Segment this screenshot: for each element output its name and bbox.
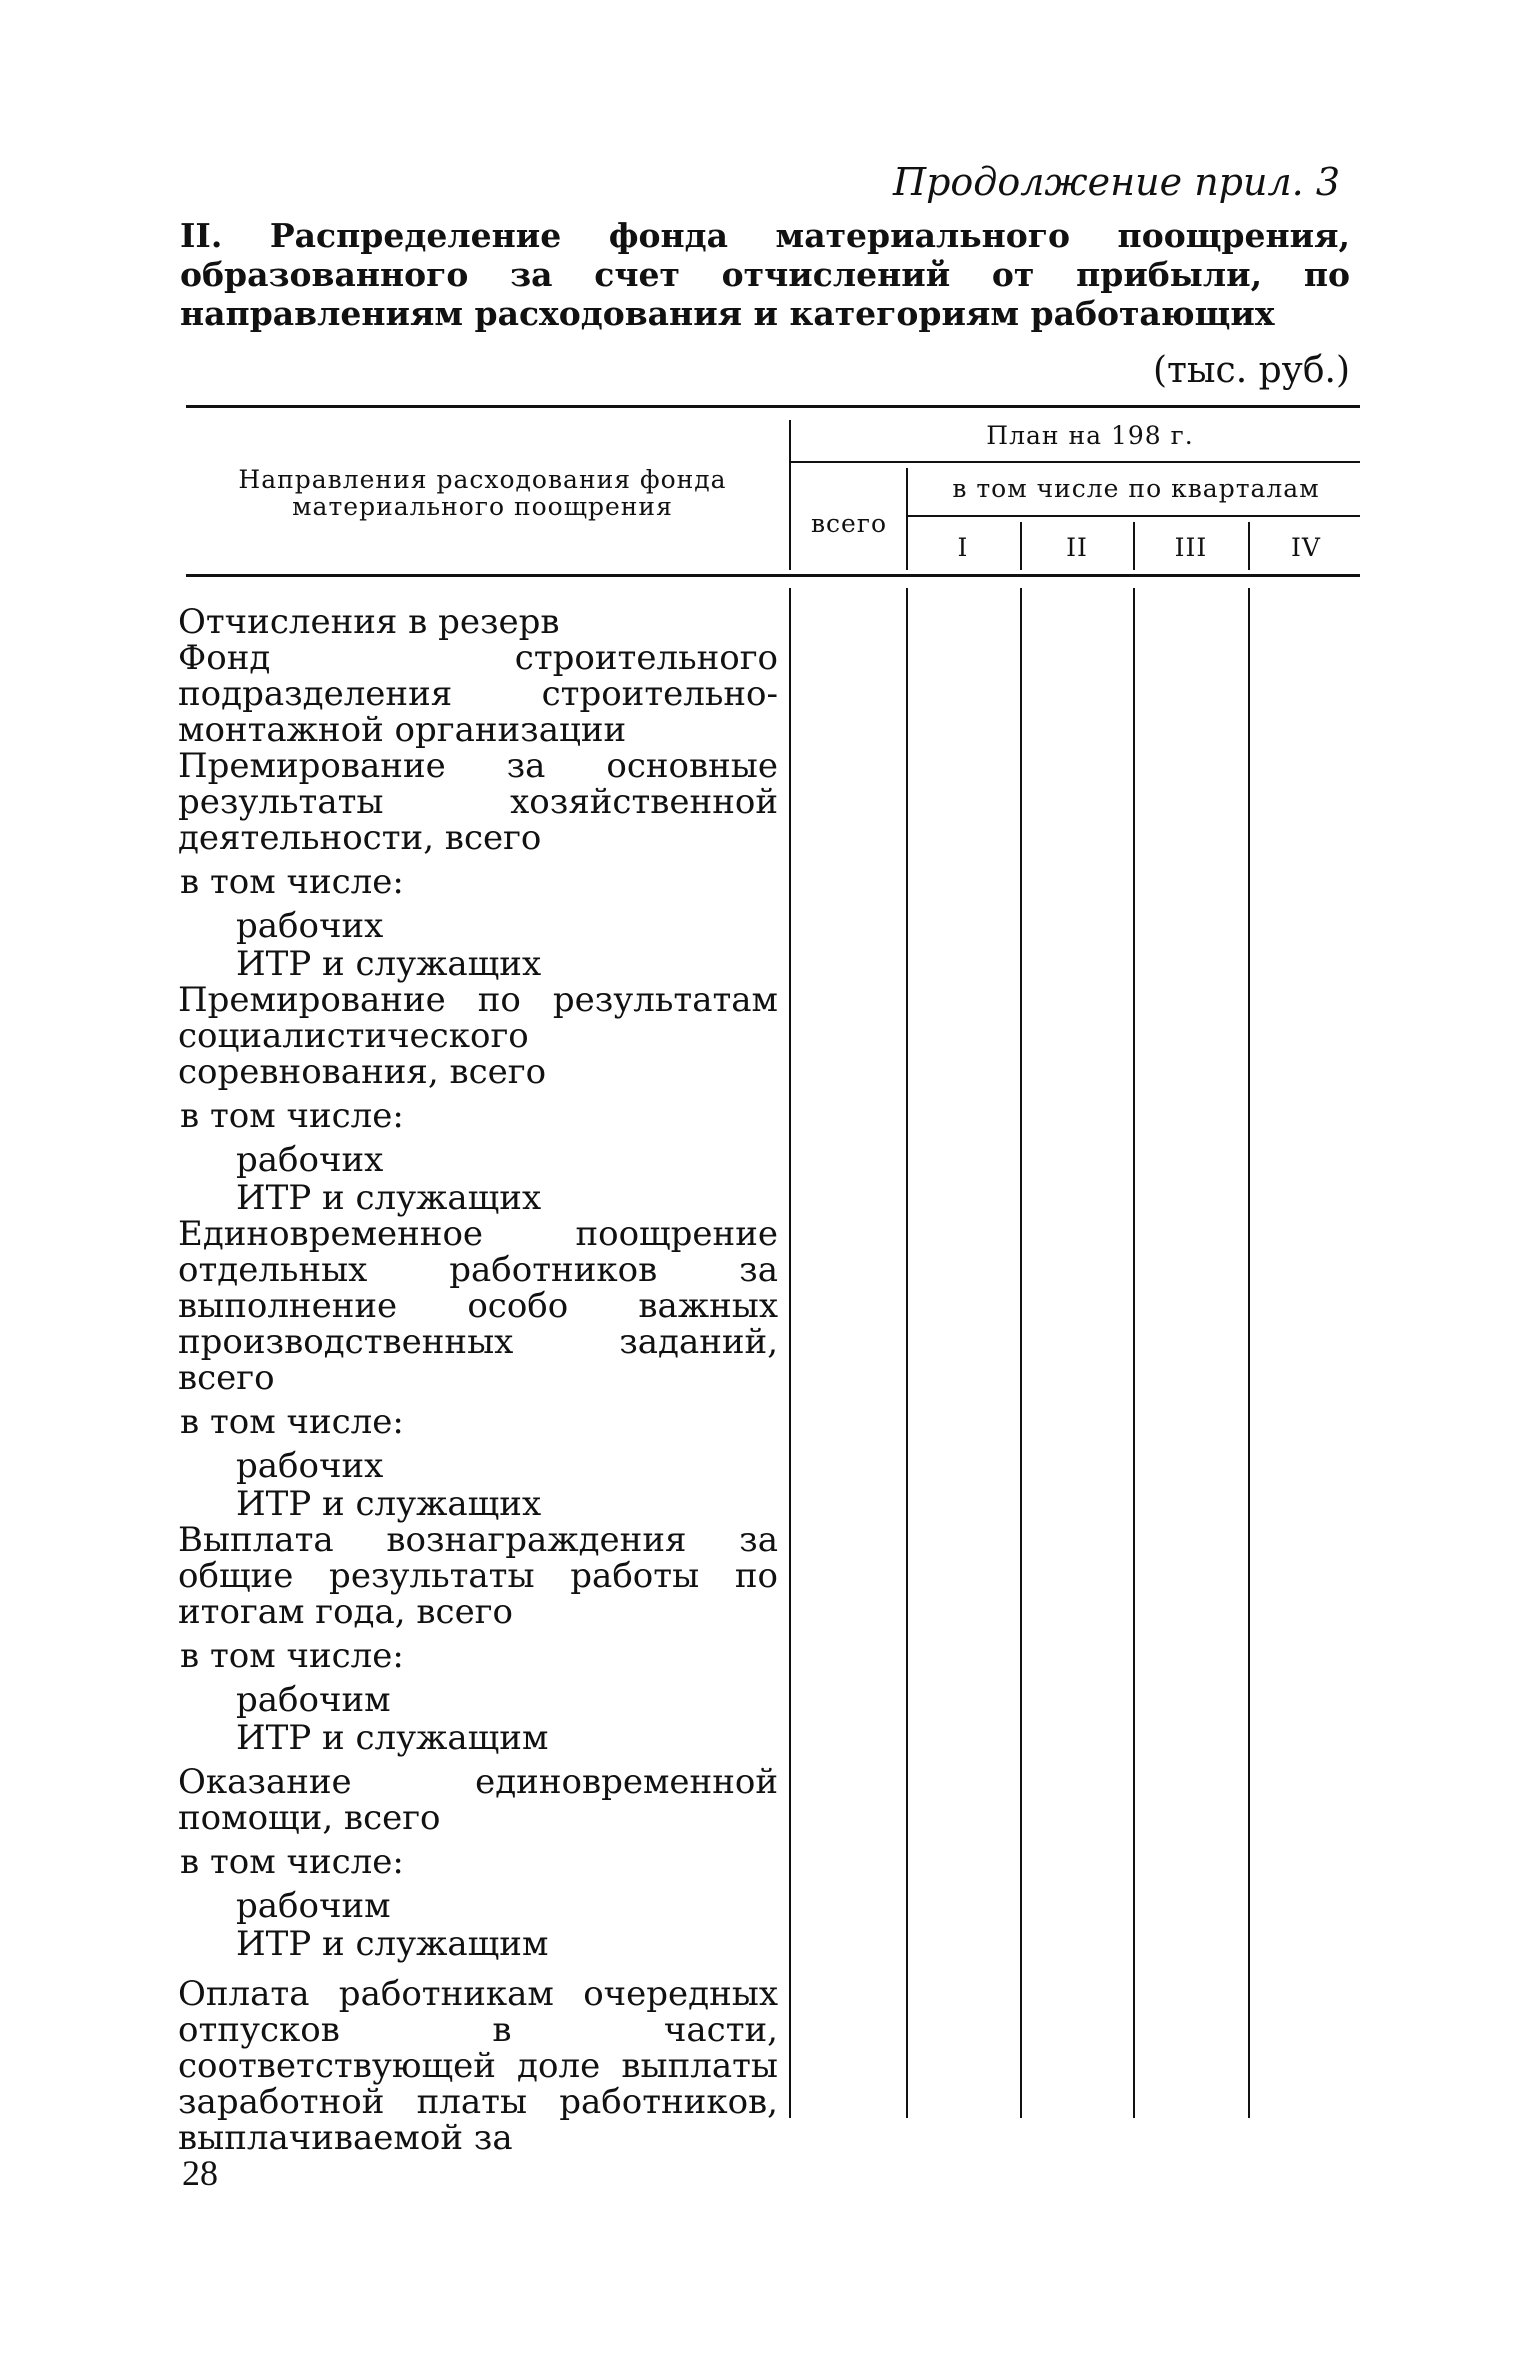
col-divider-q3 — [1248, 522, 1250, 570]
col-divider-total — [906, 468, 908, 570]
header-bottom-rule — [186, 574, 1360, 577]
table-row: в том числе: — [180, 1636, 404, 1676]
col-header-direction: Направления расходования фонда материального поощрения — [238, 465, 727, 521]
body-line-q2 — [1133, 588, 1135, 2118]
table-row: в том числе: — [180, 1842, 404, 1882]
body-line-main — [789, 588, 791, 2118]
col-header-q1: I — [957, 533, 969, 562]
col-divider-main — [789, 420, 791, 570]
table-row: ИТР и служащих — [236, 944, 542, 984]
table-rows — [178, 604, 778, 2156]
table-row: Премирование за основные результаты хозяйственной деятельности, всего — [178, 746, 778, 858]
table-row: рабочим — [236, 1886, 391, 1926]
page-number: 28 — [182, 2153, 218, 2193]
table-row: ИТР и служащих — [236, 1178, 542, 1218]
table-top-rule — [186, 405, 1360, 408]
units-note: (тыс. руб.) — [1152, 350, 1350, 391]
col-header-by-quarter: в том числе по кварталам — [952, 474, 1320, 503]
col-divider-q2 — [1133, 522, 1135, 570]
table-row: в том числе: — [180, 1402, 404, 1442]
table-row: Оплата работникам очередных отпусков в части, соответствующей доле выплаты заработной платы работников, выплачиваемой за — [178, 1974, 778, 2158]
body-line-q3 — [1248, 588, 1250, 2118]
col-header-q4: IV — [1291, 533, 1321, 562]
col-header-q3: III — [1174, 533, 1208, 562]
col-divider-q1 — [1020, 522, 1022, 570]
section-heading: II. Распределение фонда материального поощрения, образованного за счет отчислений от прибыли, по направлениям расходования и категориям работающих — [180, 216, 1350, 333]
table-row: ИТР и служащим — [236, 1924, 549, 1964]
col-header-q2: II — [1066, 533, 1088, 562]
table-row: Оказание единовременной помощи, всего — [178, 1762, 778, 1838]
col-header-total: всего — [810, 509, 888, 538]
table-row: Выплата вознаграждения за общие результаты работы по итогам года, всего — [178, 1520, 778, 1632]
table-row: в том числе: — [180, 1096, 404, 1136]
table-row: ИТР и служащих — [236, 1484, 542, 1524]
table-row: в том числе: — [180, 862, 404, 902]
plan-under-rule — [790, 461, 1360, 463]
continuation-note: Продолжение прил. 3 — [892, 160, 1340, 204]
quarters-under-rule — [906, 515, 1360, 517]
table-row: Единовременное поощрение отдельных работников за выполнение особо важных производственных заданий, всего — [178, 1214, 778, 1398]
table-row: Отчисления в резерв — [178, 602, 560, 642]
body-line-total — [906, 588, 908, 2118]
table-row: рабочих — [236, 1446, 384, 1486]
table-row: Премирование по результатам социалистического соревнования, всего — [178, 980, 778, 1092]
table-row: рабочих — [236, 1140, 384, 1180]
table-row: рабочих — [236, 906, 384, 946]
col-header-plan: План на 198 г. — [986, 421, 1194, 450]
table-row: рабочим — [236, 1680, 391, 1720]
table-row: ИТР и служащим — [236, 1718, 549, 1758]
body-line-q1 — [1020, 588, 1022, 2118]
table-row: Фонд строительного подразделения строительно-монтажной организации — [178, 638, 778, 750]
